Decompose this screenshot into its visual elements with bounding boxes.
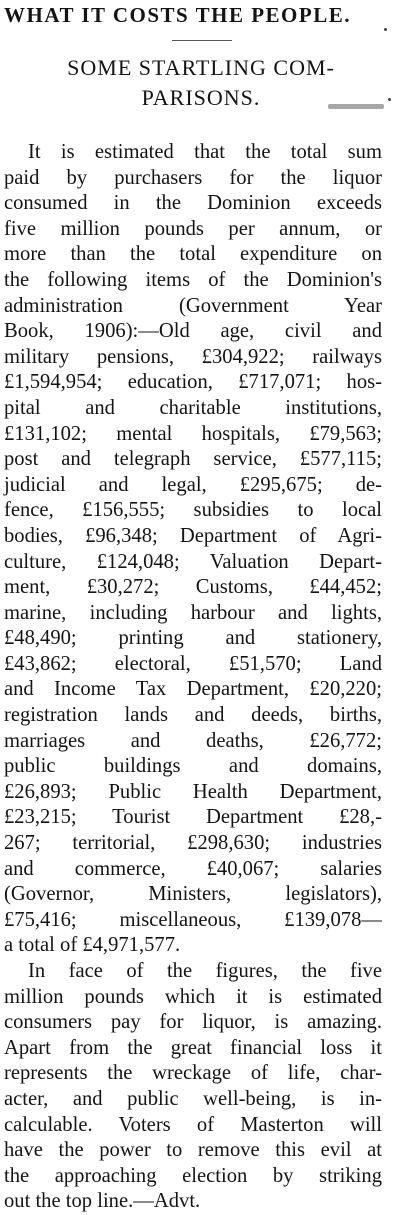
text-line: 267; territorial, £298,630; industries [4,832,382,855]
text-line: public buildings and domains, [4,755,382,778]
text-line: marine, including harbour and lights, [4,601,382,624]
text-line: out the top line.—Advt. [4,1190,201,1213]
text-line: more than the total expenditure on [4,243,382,266]
text-line: military pensions, £304,922; railways [4,345,382,368]
subheading-line-1: SOME STARTLING COM- [67,55,335,80]
text-line: consumed in the Dominion exceeds [4,192,382,215]
text-line: calculable. Voters of Masterton will [4,1113,382,1136]
text-line: pital and charitable institutions, [4,396,382,419]
text-line: and Income Tax Department, £20,220; [4,678,382,701]
text-line: five million pounds per annum, or [4,217,382,240]
text-line: paid by purchasers for the liquor [4,166,382,189]
text-line: In face of the figures, the five [28,960,382,982]
text-line: have the power to remove this evil at [4,1139,382,1162]
headline-rule [172,40,232,41]
text-line: bodies, £96,348; Department of Agri- [4,524,382,547]
text-line: £75,416; miscellaneous, £139,078— [4,908,382,931]
text-line: £48,490; printing and stationery, [4,627,382,650]
article-body [4,140,382,1215]
headline: WHAT IT COSTS THE PEOPLE. [4,3,351,27]
text-line: a total of £4,971,577. [4,934,181,957]
text-line: and commerce, £40,067; salaries [4,857,382,880]
text-line: million pounds which it is estimated [4,985,382,1008]
text-line: represents the wreckage of life, char- [4,1062,382,1085]
text-line: acter, and public well-being, is in- [4,1087,382,1110]
paragraph-costs [4,140,382,959]
text-line: culture, £124,048; Valuation Depart- [4,550,382,573]
print-smudge [328,104,384,109]
subheading-line-2: PARISONS. [141,85,261,110]
text-line: judicial and legal, £295,675; de- [4,473,382,496]
text-line: post and telegraph service, £577,115; [4,448,382,471]
text-line: £23,215; Tourist Department £28,- [4,806,382,829]
text-line: the approaching election by striking [4,1164,382,1187]
text-line: £1,594,954; education, £717,071; hos- [4,371,382,394]
text-line: marriages and deaths, £26,772; [4,729,382,752]
text-line: Book, 1906):—Old age, civil and [4,320,382,343]
text-line: £26,893; Public Health Department, [4,780,382,803]
print-speck [384,28,387,31]
text-line: administration (Government Year [4,294,382,317]
text-line: £43,862; electoral, £51,570; Land [4,652,382,675]
text-line: registration lands and deeds, births, [4,704,382,727]
text-line: ment, £30,272; Customs, £44,452; [4,576,382,599]
print-speck [388,98,391,101]
text-line: It is estimated that the total sum [28,141,382,163]
text-line: consumers pay for liquor, is amazing. [4,1011,382,1034]
text-line: £131,102; mental hospitals, £79,563; [4,422,382,445]
text-line: Apart from the great financial loss it [4,1036,382,1059]
text-line: the following items of the Dominion's [4,268,382,291]
text-line: fence, £156,555; subsidies to local [4,499,382,522]
paragraph-conclusion [4,959,382,1215]
text-line: (Governor, Ministers, legislators), [4,883,382,906]
